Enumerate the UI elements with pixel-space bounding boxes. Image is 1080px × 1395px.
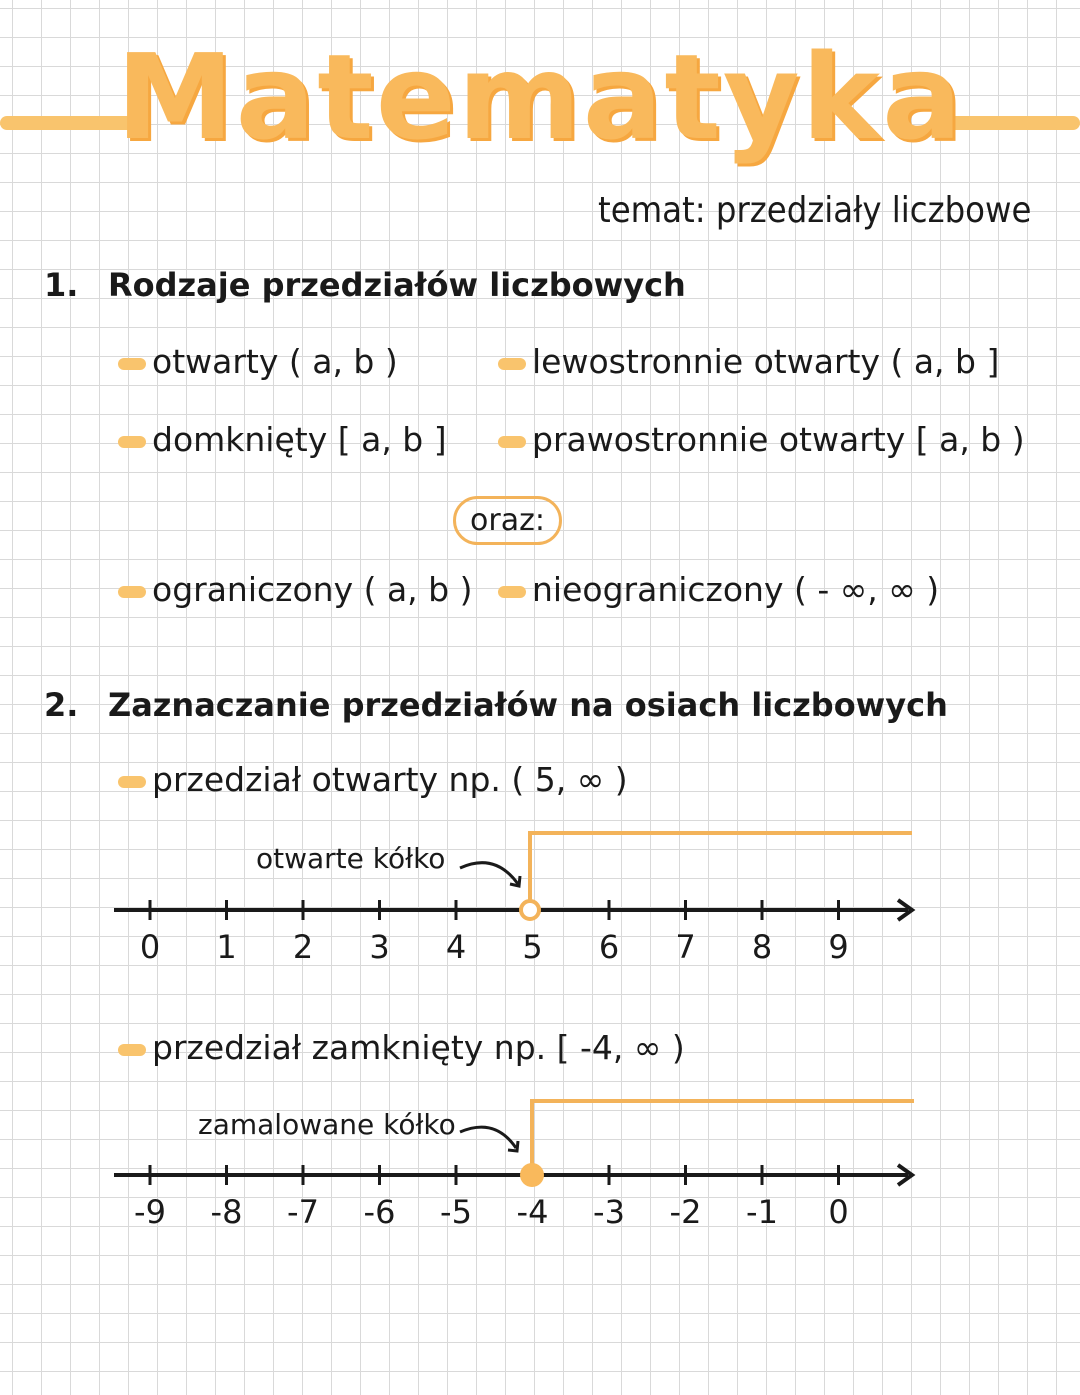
axis2-tick-label: -7: [287, 1193, 319, 1231]
section1-number: 1.: [44, 266, 79, 304]
axis2-tick-label: -1: [746, 1193, 778, 1231]
annotation-arrow-1: [460, 863, 518, 884]
axis2-tick-label: -4: [516, 1193, 549, 1231]
list-item-ograniczony: ograniczony ( a, b ): [118, 570, 472, 609]
axis2-tick-label: 0: [828, 1193, 849, 1231]
axis1-tick-label: 1: [216, 928, 237, 966]
example1-label: przedział otwarty np. ( 5, ∞ ): [118, 760, 628, 799]
example2-label: przedział zamknięty np. [ -4, ∞ ): [118, 1028, 685, 1067]
topic-subtitle: temat: przedziały liczbowe: [598, 190, 1032, 231]
axis1-tick-label: 5: [522, 928, 543, 966]
filled-circle-marker: [520, 1163, 544, 1187]
list-item-otwarty: otwarty ( a, b ): [118, 342, 398, 381]
oraz-label: oraz:: [453, 496, 562, 545]
axis2-tick-label: -3: [593, 1193, 625, 1231]
axis1-tick-label: 2: [292, 928, 314, 966]
axis2-tick-label: -2: [669, 1193, 702, 1231]
axis1-tick-label: 6: [598, 928, 620, 966]
axis2-tick-label: -6: [363, 1193, 396, 1231]
axis1-tick-label: 7: [675, 928, 696, 966]
axis1-tick-label: 0: [139, 928, 161, 966]
open-circle-marker: [521, 901, 539, 919]
axis2-tick-label: -5: [440, 1193, 472, 1231]
interval-bracket-2: [532, 1101, 914, 1175]
section2-number: 2.: [44, 686, 79, 724]
section2-heading: Zaznaczanie przedziałów na osiach liczbowych: [108, 686, 948, 724]
list-item-prawostronnie: prawostronnie otwarty [ a, b ): [498, 420, 1025, 459]
axis2-tick-label: -8: [210, 1193, 243, 1231]
list-item-lewostronnie: lewostronnie otwarty ( a, b ]: [498, 342, 999, 381]
axis1-tick-label: 3: [369, 928, 390, 966]
annotation-arrow-2: [460, 1127, 516, 1148]
list-item-domkniety: domknięty [ a, b ]: [118, 420, 447, 459]
axis2-tick-label: -9: [134, 1193, 166, 1231]
axis1-tick-label: 9: [828, 928, 849, 966]
axis1-tick-label: 8: [751, 928, 773, 966]
annotation-open-circle: otwarte kółko: [256, 842, 446, 875]
section1-heading: Rodzaje przedziałów liczbowych: [108, 266, 686, 304]
axis1-tick-label: 4: [445, 928, 467, 966]
page-title: Matematyka: [116, 28, 964, 166]
annotation-filled-circle: zamalowane kółko: [198, 1108, 456, 1141]
interval-bracket-1: [530, 833, 912, 910]
list-item-nieograniczony: nieograniczony ( - ∞, ∞ ): [498, 570, 939, 609]
